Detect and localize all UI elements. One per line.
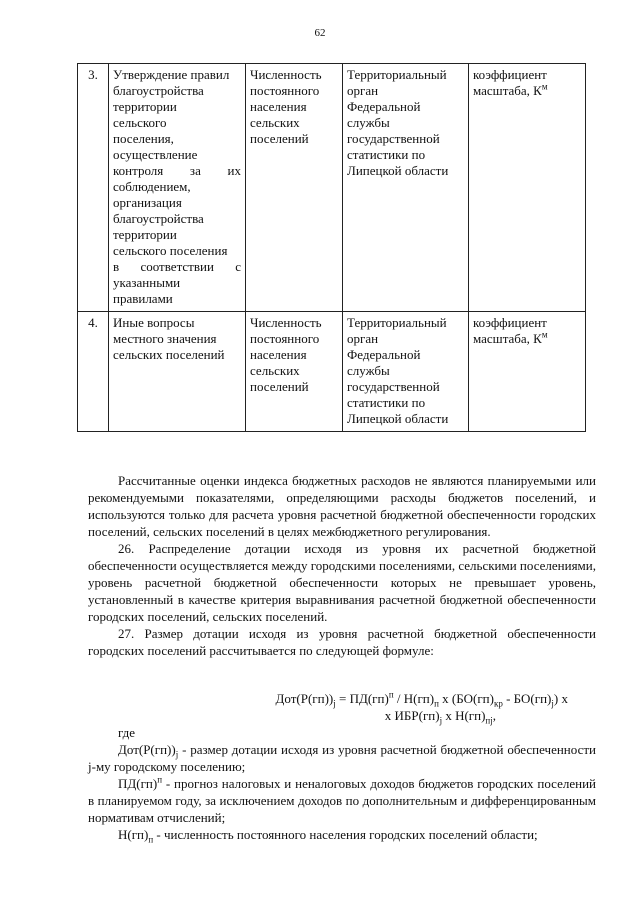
cell-line: масштаба, К <box>473 83 542 98</box>
cell-line: Федеральной <box>347 99 421 114</box>
cell-line: Территориальный <box>347 67 447 82</box>
cell-line: поселений <box>250 379 309 394</box>
cell-line: статистики по <box>347 395 426 410</box>
coefficient-cell <box>469 312 586 432</box>
cell-line: постоянного <box>250 331 320 346</box>
cell-line: Липецкой области <box>347 163 449 178</box>
indicator-cell <box>246 64 343 312</box>
cell-line: орган <box>347 83 379 98</box>
cell-line: осуществление <box>113 147 198 162</box>
cell-line: организация <box>113 195 182 210</box>
paragraph-27: 27. Размер дотации исходя из уровня расчетной бюджетной обеспеченности городских поселений рассчитывается по следующей формуле: <box>88 626 596 658</box>
cell-line: указанными <box>113 275 181 290</box>
cell-line: статистики по <box>347 147 426 162</box>
paragraph-budget-index: Рассчитанные оценки индекса бюджетных расходов не являются планируемыми или рекомендуемыми показателями, определяющими расходы бюджетов поселений, и используются только для расчета уровня расчетной бюджетной обеспеченности городских поселений, сельских поселений в целях межбюджетного регулирования. <box>88 473 596 539</box>
issue-cell <box>109 64 246 312</box>
cell-line: сельского <box>113 115 167 130</box>
coefficient-superscript: м <box>541 329 548 340</box>
row-number: 4. <box>78 312 109 432</box>
definition-dotation: $Дот(Р(гп))_j$ - размер дотации исходя из уровня расчетной бюджетной обеспеченности j-му городскому поселению; <box>88 742 596 774</box>
coefficient-superscript: м <box>541 81 548 92</box>
cell-line: благоустройства <box>113 211 204 226</box>
indicator-cell <box>246 312 343 432</box>
formula <box>88 690 596 724</box>
cell-line: службы <box>347 115 390 130</box>
cell-line: благоустройства <box>113 83 204 98</box>
cell-line: Численность <box>250 315 322 330</box>
source-cell <box>343 312 469 432</box>
cell-line: территории <box>113 227 177 242</box>
paragraphs-block <box>88 472 596 659</box>
cell-line: Утверждение правил <box>113 67 230 82</box>
cell-line: Иные вопросы <box>113 315 195 330</box>
issue-cell <box>109 312 246 432</box>
cell-line: сельских <box>250 115 300 130</box>
cell-line: Липецкой области <box>347 411 449 426</box>
cell-line: территории <box>113 99 177 114</box>
formula-line-2: х $ИБР(гп)_j$ х $Н(гп)_{пj}$, <box>384 708 496 726</box>
cell-line: Территориальный <box>347 315 447 330</box>
paragraph-26: 26. Распределение дотации исходя из уровня их расчетной бюджетной обеспеченности осуществляется между городскими поселениями, сельскими поселениями, уровень расчетной бюджетной обеспеченности которых не превышает уровень, установленный в качестве критерия выравнивания расчетной бюджетной обеспеченности городских поселений, сельских поселений. <box>88 541 596 624</box>
cell-line: поселений <box>250 131 309 146</box>
table-row <box>78 312 586 432</box>
cell-line: соблюдением, <box>113 179 191 194</box>
cell-line: орган <box>347 331 379 346</box>
cell-line: сельских <box>250 363 300 378</box>
page-number: 62 <box>314 27 326 39</box>
criteria-table <box>77 63 586 432</box>
definitions-block <box>88 724 596 843</box>
cell-line: сельских поселений <box>113 347 225 362</box>
row-number: 3. <box>78 64 109 312</box>
cell-line: государственной <box>347 131 440 146</box>
cell-line: правилами <box>113 291 173 306</box>
coefficient-cell <box>469 64 586 312</box>
cell-line: масштаба, К <box>473 331 542 346</box>
definition-income-forecast: ПД(гп)$^п$ - прогноз налоговых и неналоговых доходов бюджетов городских поселений в планируемом году, за исключением доходов по дополнительным и дифференцированным нормативам отчислений; <box>88 774 596 825</box>
cell-line: Численность <box>250 67 322 82</box>
where-label: где <box>118 725 136 740</box>
cell-line: населения <box>250 99 307 114</box>
cell-line: в соответствии с <box>113 259 241 274</box>
source-cell <box>343 64 469 312</box>
cell-line: населения <box>250 347 307 362</box>
table-row <box>78 64 586 312</box>
cell-line: коэффициент <box>473 315 547 330</box>
cell-line: поселения, <box>113 131 174 146</box>
formula-line-1: $Дот(Р(гп))_j = ПД(гп)^п / Н(гп)_п$ х $(БО(гп)_{кр} - БО(гп)_j)$ х <box>275 689 568 709</box>
cell-line: местного значения <box>113 331 217 346</box>
definition-population: $Н(гп)_п$ - численность постоянного населения городских поселений области; <box>118 827 538 845</box>
cell-line: контроля за их <box>113 163 241 178</box>
cell-line: службы <box>347 363 390 378</box>
cell-line: государственной <box>347 379 440 394</box>
cell-line: Федеральной <box>347 347 421 362</box>
cell-line: коэффициент <box>473 67 547 82</box>
cell-line: постоянного <box>250 83 320 98</box>
cell-line: сельского поселения <box>113 243 228 258</box>
